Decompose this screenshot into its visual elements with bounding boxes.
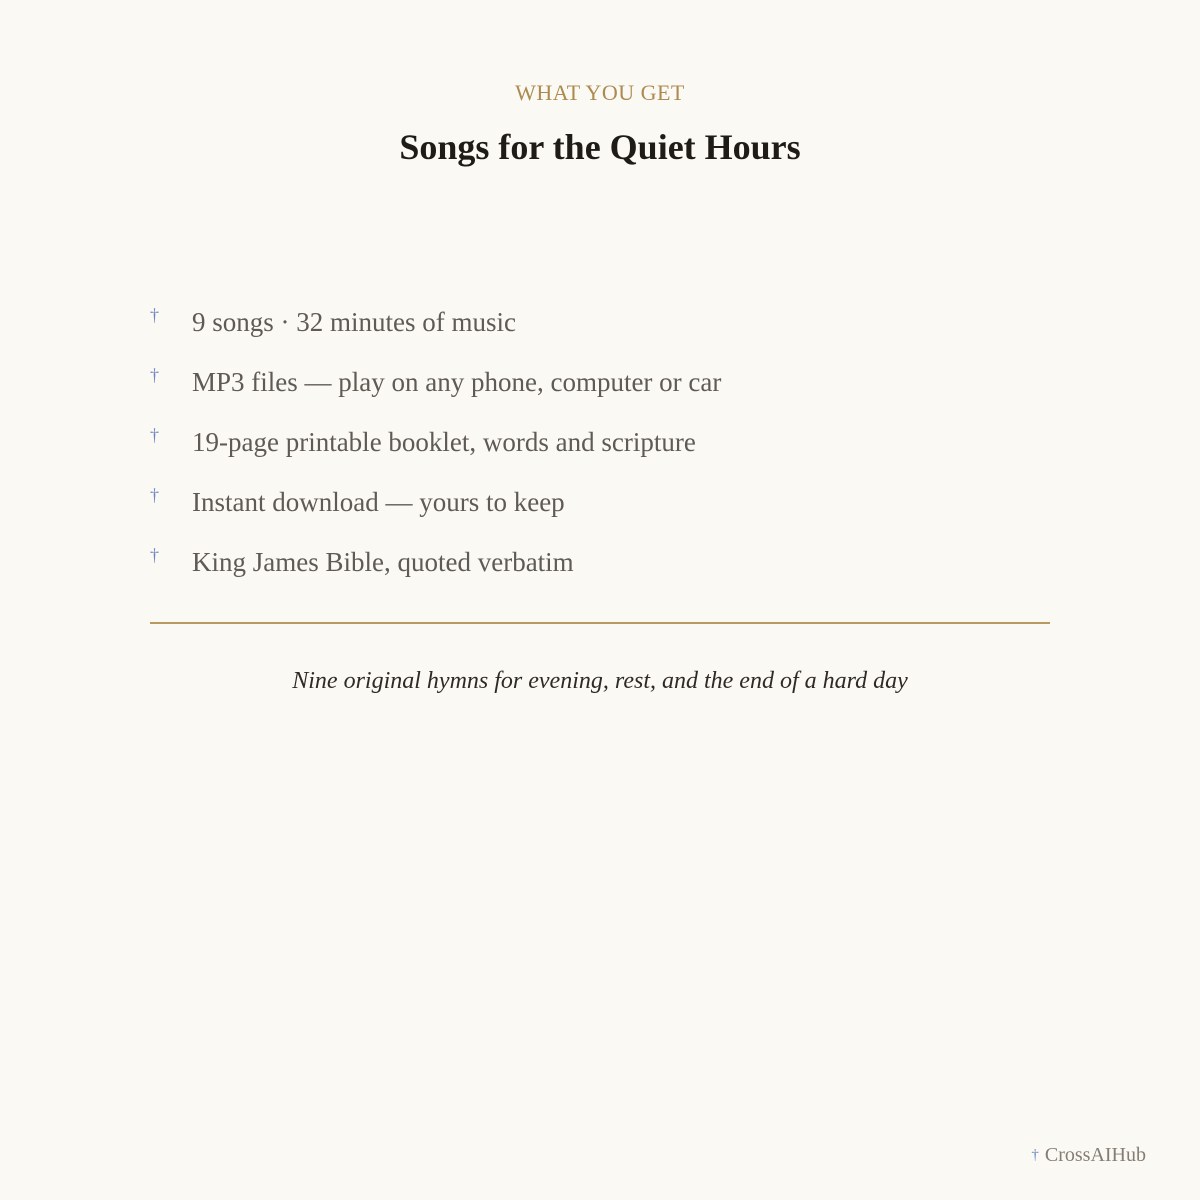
feature-item (150, 480, 1050, 540)
feature-text: 9 songs · 32 minutes of music (192, 307, 516, 337)
feature-text: MP3 files — play on any phone, computer or car (192, 367, 722, 397)
feature-item (150, 540, 1050, 600)
feature-item (150, 420, 1050, 480)
tagline: Nine original hymns for evening, rest, and the end of a hard day (292, 668, 908, 694)
feature-item (150, 360, 1050, 420)
cross-icon: † (150, 545, 159, 565)
feature-text: Instant download — yours to keep (192, 487, 565, 517)
section-eyebrow: WHAT YOU GET (515, 80, 685, 105)
feature-list (150, 300, 1050, 600)
cross-icon: † (150, 425, 159, 445)
gold-divider (150, 622, 1050, 624)
cross-icon: † (150, 305, 159, 325)
brand-mark (1031, 1143, 1146, 1169)
feature-item (150, 300, 1050, 360)
feature-text: King James Bible, quoted verbatim (192, 547, 574, 577)
feature-text: 19-page printable booklet, words and scripture (192, 427, 696, 457)
cross-icon: † (150, 365, 159, 385)
page-title: Songs for the Quiet Hours (399, 127, 801, 167)
cross-icon: † (150, 485, 159, 505)
brand-name: CrossAIHub (1044, 1144, 1146, 1166)
cross-icon: † (1031, 1147, 1039, 1163)
